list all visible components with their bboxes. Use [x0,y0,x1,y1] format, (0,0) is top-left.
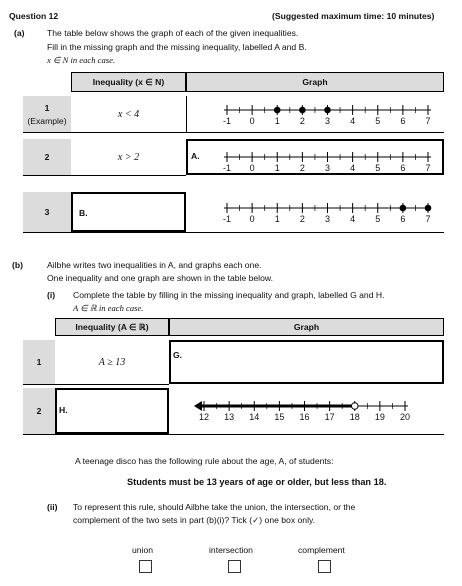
option-union-checkbox[interactable] [139,560,152,573]
rule-text: Students must be 13 years of age or older, but less than 18. [127,477,387,487]
a-row2-tick-label: -1 [222,163,232,173]
sub-ii-line-2: complement of the two sets in part (b)(i)? Tick (✓) one box only. [73,515,316,525]
a-row1-tick-label: 3 [324,116,331,126]
sub-i-line-1: Complete the table by filling in the missing inequality and graph, labelled G and H. [73,290,385,300]
a-row1-tick-label: -1 [222,116,232,126]
a-row3-filled-point [425,205,432,212]
a-row1-filled-point [274,107,281,114]
option-complement-label: complement [298,545,345,555]
a-row1-tick-label: 5 [375,116,381,126]
a-row3-tick-label: 7 [425,214,431,224]
a-row2-tick-label: 6 [400,163,406,173]
disco-text: A teenage disco has the following rule about the age, A, of students: [75,456,334,466]
row-number: 1 [44,102,50,113]
question-title: Question 12 [9,11,59,21]
option-complement-checkbox[interactable] [318,560,331,573]
part-a-intro-3: x ∈ N in each case. [47,55,116,65]
sub-ii-label: (ii) [47,502,58,512]
a-row2-tick-label: 4 [350,163,356,173]
a-row1-filled-point [299,107,306,114]
option-intersection-checkbox[interactable] [228,560,241,573]
header-inequality: Inequality (x ∈ N) [71,72,186,92]
inequality-cell: A ≥ 13 [98,356,126,368]
a-row2-tick-label: 5 [375,163,381,173]
box-label: B. [79,208,88,218]
b-row2-tick-label: 15 [274,412,285,422]
part-a-intro-1: The table below shows the graph of each of the given inequalities. [47,28,299,38]
a-row3-tick-label: 5 [375,214,381,224]
option-intersection-label: intersection [209,545,253,555]
row-number: 1 [23,340,55,384]
b-row2-tick-label: 20 [399,412,411,422]
b-row2-tick-label: 14 [249,412,260,422]
a-row3-tick-label: 3 [324,214,331,224]
b-row2-tick-label: 18 [349,412,360,422]
option-union-label: union [132,545,154,555]
a-row1-tick-label: 1 [274,116,280,126]
a-row1-tick-label: 6 [400,116,406,126]
sub-i-line-2: A ∈ ℝ in each case. [73,303,144,313]
row-number: 2 [23,139,71,175]
a-row1-tick-label: 2 [299,116,305,126]
a-row1-filled-point [324,107,331,114]
part-b-label: (b) [12,260,23,270]
inequality-cell: x > 2 [117,151,140,163]
header-graph: Graph [186,72,444,92]
b-row2-tick-label: 12 [198,412,210,422]
a-row3-tick-label: 6 [400,214,406,224]
box-label: H. [59,405,68,415]
a-row1-tick-label: 7 [425,116,431,126]
b-row2-tick-label: 19 [374,412,385,422]
b-row2-tick-label: 17 [324,412,335,422]
a-row2-tick-label: 1 [274,163,280,173]
a-row3-tick-label: 4 [350,214,356,224]
part-a-label: (a) [14,28,25,38]
a-row3-filled-point [400,205,407,212]
a-row2-tick-label: 0 [249,163,255,173]
a-row1-tick-label: 0 [249,116,255,126]
a-row3-tick-label: 1 [274,214,280,224]
a-row1-tick-label: 4 [350,116,356,126]
a-row3-tick-label: 0 [249,214,255,224]
row-number: 3 [23,192,71,232]
sub-ii-line-1: To represent this rule, should Ailbhe take the union, the intersection, or the [73,502,356,512]
answer-box-h[interactable] [55,388,169,434]
b-row2-tick-label: 16 [299,412,310,422]
part-a-intro-2: Fill in the missing graph and the missing inequality, labelled A and B. [47,42,307,52]
sub-i-label: (i) [47,290,56,300]
box-label: G. [173,350,183,360]
row-number: 2 [23,388,55,434]
a-row2-tick-label: 2 [299,163,305,173]
a-row3-tick-label: -1 [222,214,232,224]
inequality-cell: x < 4 [117,108,140,120]
time-note: (Suggested maximum time: 10 minutes) [272,11,435,21]
header-graph: Graph [169,318,444,336]
header-inequality: Inequality (A ∈ ℝ) [55,318,169,336]
b-row2-tick-label: 13 [224,412,235,422]
a-row2-tick-label: 3 [324,163,331,173]
a-row3-tick-label: 2 [299,214,305,224]
box-label: A. [191,151,200,161]
part-b-table [23,318,444,436]
answer-box-g[interactable] [169,340,444,384]
part-b-intro-2: One inequality and one graph are shown in the table below. [47,273,273,283]
part-b-intro-1: Ailbhe writes two inequalities in A, and graphs each one. [47,260,262,270]
row-subtitle: (Example) [27,115,67,126]
a-row2-tick-label: 7 [425,163,431,173]
